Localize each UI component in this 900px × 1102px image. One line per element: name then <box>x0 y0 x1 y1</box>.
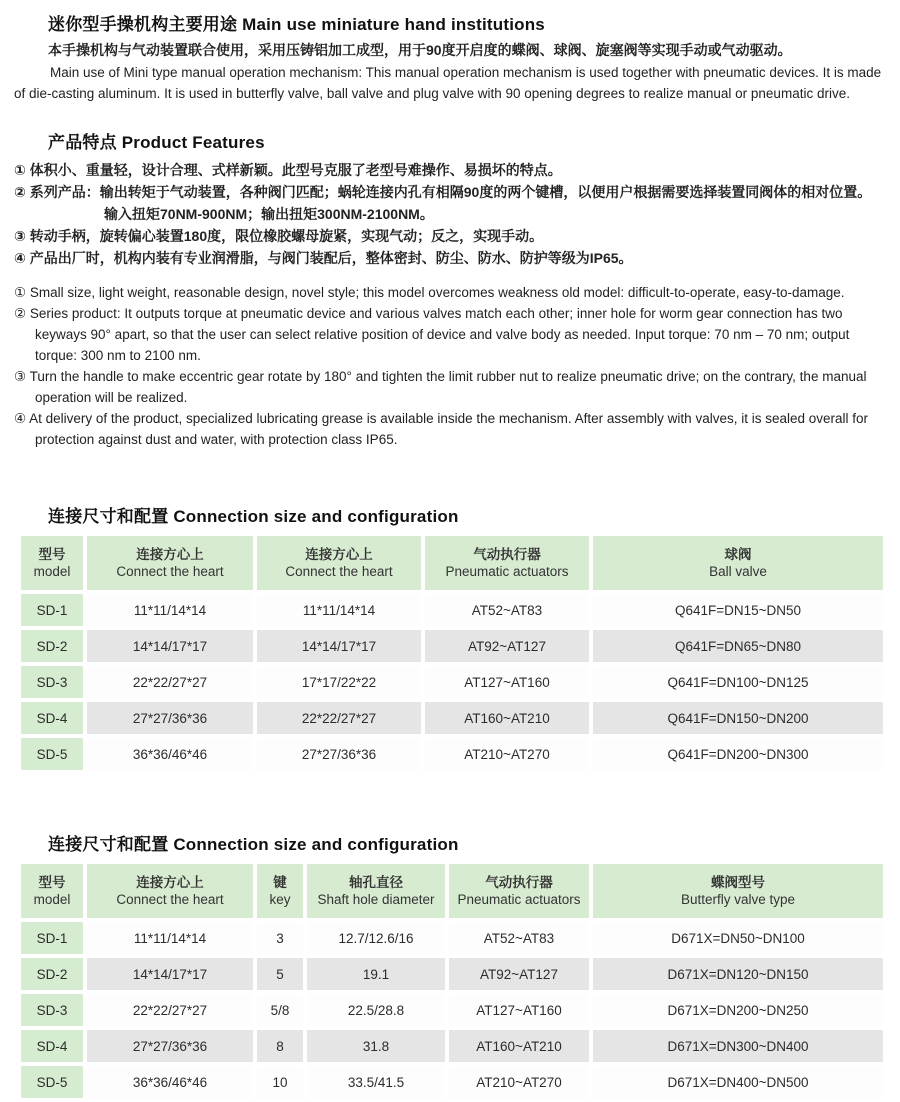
table-cell: 22.5/28.8 <box>307 994 445 1026</box>
table-cell: 14*14/17*17 <box>87 958 253 990</box>
column-header <box>593 536 883 590</box>
column-header-zh: 连接方心上 <box>305 546 373 562</box>
table-cell: AT92~AT127 <box>425 630 589 662</box>
table-cell: D671X=DN300~DN400 <box>593 1030 883 1062</box>
column-header-zh: 型号 <box>38 874 66 890</box>
table-cell: 3 <box>257 922 303 954</box>
table-cell: 22*22/27*27 <box>257 702 421 734</box>
table-row <box>21 666 883 698</box>
column-header <box>21 536 83 590</box>
table-header-row <box>21 864 883 918</box>
table-cell: 14*14/17*17 <box>257 630 421 662</box>
feature-item <box>14 303 886 366</box>
column-header-en: key <box>269 891 291 907</box>
feature-item <box>14 181 886 225</box>
connection-table-2-section <box>14 830 886 1102</box>
table-cell: AT160~AT210 <box>449 1030 589 1062</box>
table-cell: AT52~AT83 <box>449 922 589 954</box>
table-cell: 27*27/36*36 <box>87 1030 253 1062</box>
table-row <box>21 958 883 990</box>
table-cell: AT210~AT270 <box>425 738 589 770</box>
table-cell: 11*11/14*14 <box>87 922 253 954</box>
column-header <box>87 864 253 918</box>
connection-table-2-title: 连接尺寸和配置 Connection size and configuration <box>48 835 459 854</box>
column-header <box>87 536 253 590</box>
table-row <box>21 994 883 1026</box>
table-cell: D671X=DN50~DN100 <box>593 922 883 954</box>
feature-item <box>14 366 886 408</box>
table-cell: AT92~AT127 <box>449 958 589 990</box>
feature-item <box>14 159 886 181</box>
table-row <box>21 630 883 662</box>
table-cell: 11*11/14*14 <box>87 594 253 626</box>
model-cell: SD-3 <box>21 994 83 1026</box>
model-cell: SD-5 <box>21 1066 83 1098</box>
table-cell: 22*22/27*27 <box>87 666 253 698</box>
column-header <box>257 864 303 918</box>
table-cell: 14*14/17*17 <box>87 630 253 662</box>
features-list-zh <box>14 159 886 269</box>
model-cell: SD-4 <box>21 702 83 734</box>
column-header <box>449 864 589 918</box>
column-header <box>21 864 83 918</box>
table-header-row <box>21 536 883 590</box>
connection-table-1-section <box>14 502 886 774</box>
feature-item <box>14 247 886 269</box>
table-cell: Q641F=DN100~DN125 <box>593 666 883 698</box>
table-cell: AT160~AT210 <box>425 702 589 734</box>
feature-line: ③ Turn the handle to make eccentric gear rotate by 180° and tighten the limit rubber nut to realize pneumatic drive; on the contrary, the manual operation will be realized. <box>14 369 867 405</box>
table-cell: 19.1 <box>307 958 445 990</box>
column-header-zh: 键 <box>273 874 287 890</box>
model-cell: SD-1 <box>21 594 83 626</box>
table-cell: 10 <box>257 1066 303 1098</box>
column-header-zh: 蝶阀型号 <box>711 874 765 890</box>
table-cell: 5 <box>257 958 303 990</box>
column-header-zh: 球阀 <box>724 546 752 562</box>
main-use-paragraph-zh: 本手操机构与气动装置联合使用，采用压铸铝加工成型，用于90度开启度的蝶阀、球阀、旋塞阀等实现手动或气动驱动。 <box>48 42 792 58</box>
table-cell: 27*27/36*36 <box>87 702 253 734</box>
ball-valve-spec-table <box>17 532 887 774</box>
table-cell: 31.8 <box>307 1030 445 1062</box>
model-cell: SD-2 <box>21 958 83 990</box>
main-use-paragraph-en: Main use of Mini type manual operation mechanism: This manual operation mechanism is used together with pneumatic devices. It is made of die-casting aluminum. It is used in butterfly valve, ball valve and plug valve with 90 opening degrees to realize manual or pneumatic drive. <box>14 65 882 101</box>
table-cell: 22*22/27*27 <box>87 994 253 1026</box>
features-list-en <box>14 282 886 450</box>
feature-line: ② 系列产品：输出转矩于气动装置，各种阀门匹配；蜗轮连接内孔有相隔90度的两个键槽，以便用户根据需要选择装置同阀体的相对位置。 <box>14 184 872 200</box>
main-use-title: 迷你型手操机构主要用途 Main use miniature hand institutions <box>48 15 545 34</box>
column-header-en: model <box>33 563 71 579</box>
column-header-zh: 型号 <box>38 546 66 562</box>
table-row <box>21 1066 883 1098</box>
feature-line: ① 体积小、重量轻，设计合理、式样新颖。此型号克服了老型号难操作、易损坏的特点。 <box>14 162 562 178</box>
feature-line-continued: 输入扭矩70NM-900NM；输出扭矩300NM-2100NM。 <box>104 206 434 222</box>
table-cell: 27*27/36*36 <box>257 738 421 770</box>
table-cell: 11*11/14*14 <box>257 594 421 626</box>
column-header <box>593 864 883 918</box>
column-header-en: Shaft hole diameter <box>317 891 435 907</box>
table-cell: AT52~AT83 <box>425 594 589 626</box>
column-header-en: Pneumatic actuators <box>445 563 569 579</box>
feature-item <box>14 225 886 247</box>
table-cell: D671X=DN400~DN500 <box>593 1066 883 1098</box>
feature-item <box>14 282 886 303</box>
main-use-section <box>14 10 886 104</box>
column-header <box>307 864 445 918</box>
model-cell: SD-3 <box>21 666 83 698</box>
feature-line: ① Small size, light weight, reasonable design, novel style; this model overcomes weakness old model: difficult-to-operate, easy-to-damage. <box>14 285 845 300</box>
column-header-zh: 连接方心上 <box>136 874 204 890</box>
column-header-en: Connect the heart <box>116 563 224 579</box>
model-cell: SD-1 <box>21 922 83 954</box>
table-cell: 17*17/22*22 <box>257 666 421 698</box>
table-cell: 33.5/41.5 <box>307 1066 445 1098</box>
column-header-en: Ball valve <box>709 563 767 579</box>
table-cell: AT210~AT270 <box>449 1066 589 1098</box>
feature-line: ④ 产品出厂时，机构内装有专业润滑脂，与阀门装配后，整体密封、防尘、防水、防护等级为IP65。 <box>14 250 633 266</box>
column-header-zh: 轴孔直径 <box>349 874 403 890</box>
table-cell: Q641F=DN15~DN50 <box>593 594 883 626</box>
model-cell: SD-5 <box>21 738 83 770</box>
table-row <box>21 738 883 770</box>
feature-line: ③ 转动手柄，旋转偏心装置180度，限位橡胶螺母旋紧，实现气动；反之，实现手动。 <box>14 228 544 244</box>
table-cell: 8 <box>257 1030 303 1062</box>
table-cell: AT127~AT160 <box>449 994 589 1026</box>
column-header-zh: 气动执行器 <box>473 546 541 562</box>
column-header-en: Butterfly valve type <box>680 891 796 907</box>
feature-item <box>14 408 886 450</box>
column-header <box>257 536 421 590</box>
column-header-zh: 气动执行器 <box>485 874 553 890</box>
table-cell: 5/8 <box>257 994 303 1026</box>
table-cell: 12.7/12.6/16 <box>307 922 445 954</box>
column-header-en: Connect the heart <box>285 563 393 579</box>
feature-line: ④ At delivery of the product, specialized lubricating grease is available inside the mechanism. After assembly with valves, it is sealed overall for protection against dust and water, with protection class IP65. <box>14 411 869 447</box>
product-features-section <box>14 128 886 450</box>
table-cell: Q641F=DN200~DN300 <box>593 738 883 770</box>
column-header-zh: 连接方心上 <box>136 546 204 562</box>
column-header <box>425 536 589 590</box>
table-row <box>21 594 883 626</box>
product-features-title: 产品特点 Product Features <box>48 133 265 152</box>
table-row <box>21 922 883 954</box>
connection-table-1-title: 连接尺寸和配置 Connection size and configuration <box>48 507 459 526</box>
column-header-en: Pneumatic actuators <box>457 891 581 907</box>
butterfly-valve-spec-table <box>17 860 887 1102</box>
table-cell: D671X=DN120~DN150 <box>593 958 883 990</box>
table-cell: Q641F=DN65~DN80 <box>593 630 883 662</box>
table-cell: 36*36/46*46 <box>87 1066 253 1098</box>
table-cell: AT127~AT160 <box>425 666 589 698</box>
model-cell: SD-2 <box>21 630 83 662</box>
table-row <box>21 1030 883 1062</box>
feature-line: ② Series product: It outputs torque at pneumatic device and various valves match each other; inner hole for worm gear connection has two keyways 90° apart, so that the user can select relative position of device and valve body as needed. Input torque: 70 nm – 70 nm; output torque: 300 nm to 2100 nm. <box>14 306 850 363</box>
table-cell: 36*36/46*46 <box>87 738 253 770</box>
table-row <box>21 702 883 734</box>
table-cell: Q641F=DN150~DN200 <box>593 702 883 734</box>
column-header-en: Connect the heart <box>116 891 224 907</box>
column-header-en: model <box>33 891 71 907</box>
model-cell: SD-4 <box>21 1030 83 1062</box>
table-cell: D671X=DN200~DN250 <box>593 994 883 1026</box>
